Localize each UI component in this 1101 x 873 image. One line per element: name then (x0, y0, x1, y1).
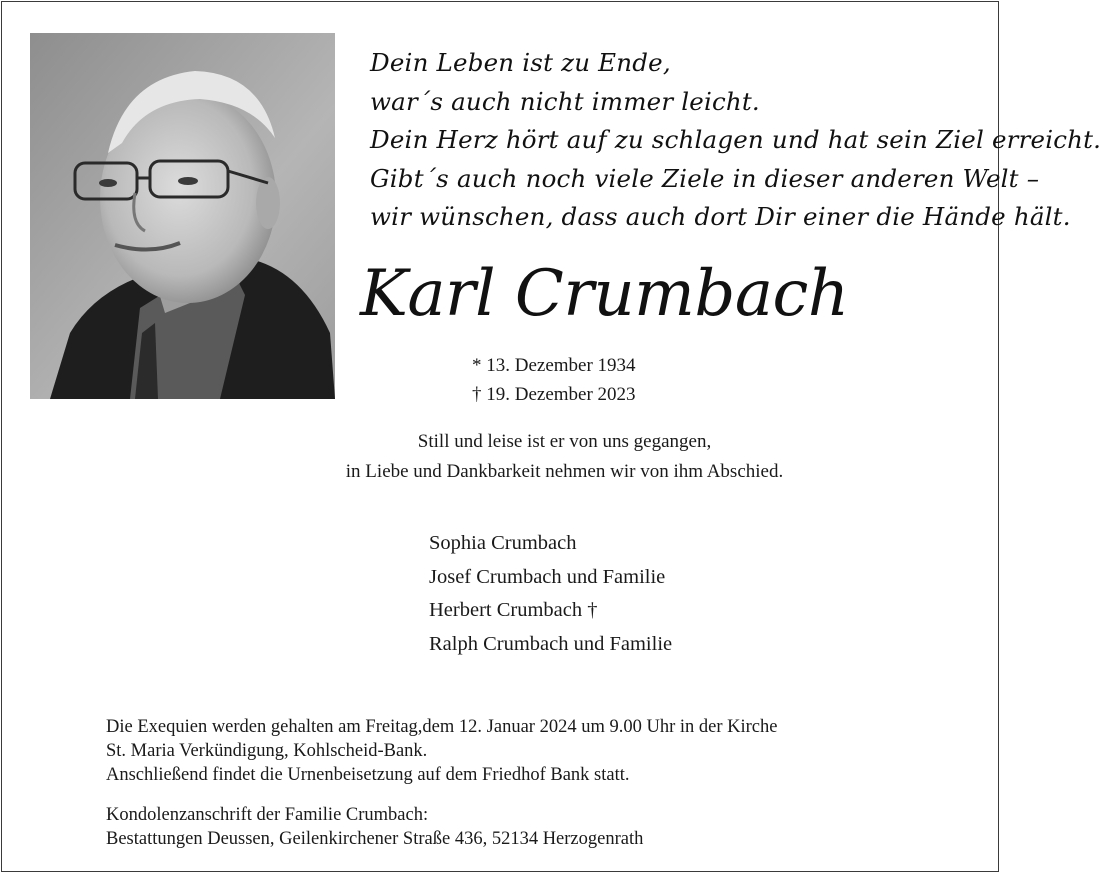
poem-line: Dein Leben ist zu Ende, (370, 48, 671, 77)
service-line: Anschließend findet die Urnenbeisetzung auf dem Friedhof Bank statt. (106, 765, 630, 785)
poem-line: wir wünschen, dass auch dort Dir einer die Hände hält. (370, 202, 1071, 231)
farewell-line: in Liebe und Dankbarkeit nehmen wir von ihm Abschied. (345, 461, 784, 482)
farewell-text (302, 427, 827, 487)
condolence-line: Kondolenzanschrift der Familie Crumbach: (106, 805, 429, 825)
poem-line: war´s auch nicht immer leicht. (370, 86, 760, 116)
service-line: Die Exequien werden gehalten am Freitag,dem 12. Januar 2024 um 9.00 Uhr in der Kirche (106, 717, 778, 737)
mourners-list (429, 527, 829, 661)
service-info (106, 715, 966, 787)
poem-line: Dein Herz hört auf zu schlagen und hat sein Ziel erreicht. (370, 125, 1101, 154)
service-line: St. Maria Verkündigung, Kohlscheid-Bank. (106, 741, 428, 761)
mourner-name: Sophia Crumbach (429, 532, 577, 554)
mourner-name: Josef Crumbach und Familie (429, 565, 666, 588)
mourner-name: Ralph Crumbach und Familie (429, 632, 673, 655)
poem (370, 44, 1101, 237)
poem-line: Gibt´s auch noch viele Ziele in dieser anderen Welt – (370, 163, 1040, 193)
farewell-line: Still und leise ist er von uns gegangen, (417, 431, 712, 452)
condolence-address (106, 803, 966, 851)
birth-date: * 13. Dezember 1934 (472, 355, 636, 376)
death-date: † 19. Dezember 2023 (472, 384, 636, 405)
deceased-name: Karl Crumbach (360, 257, 849, 331)
life-dates (472, 351, 732, 409)
obituary-card (1, 1, 1101, 872)
mourner-name: Herbert Crumbach † (429, 599, 598, 621)
condolence-line: Bestattungen Deussen, Geilenkirchener Straße 436, 52134 Herzogenrath (106, 829, 644, 849)
portrait-photo (30, 33, 335, 399)
